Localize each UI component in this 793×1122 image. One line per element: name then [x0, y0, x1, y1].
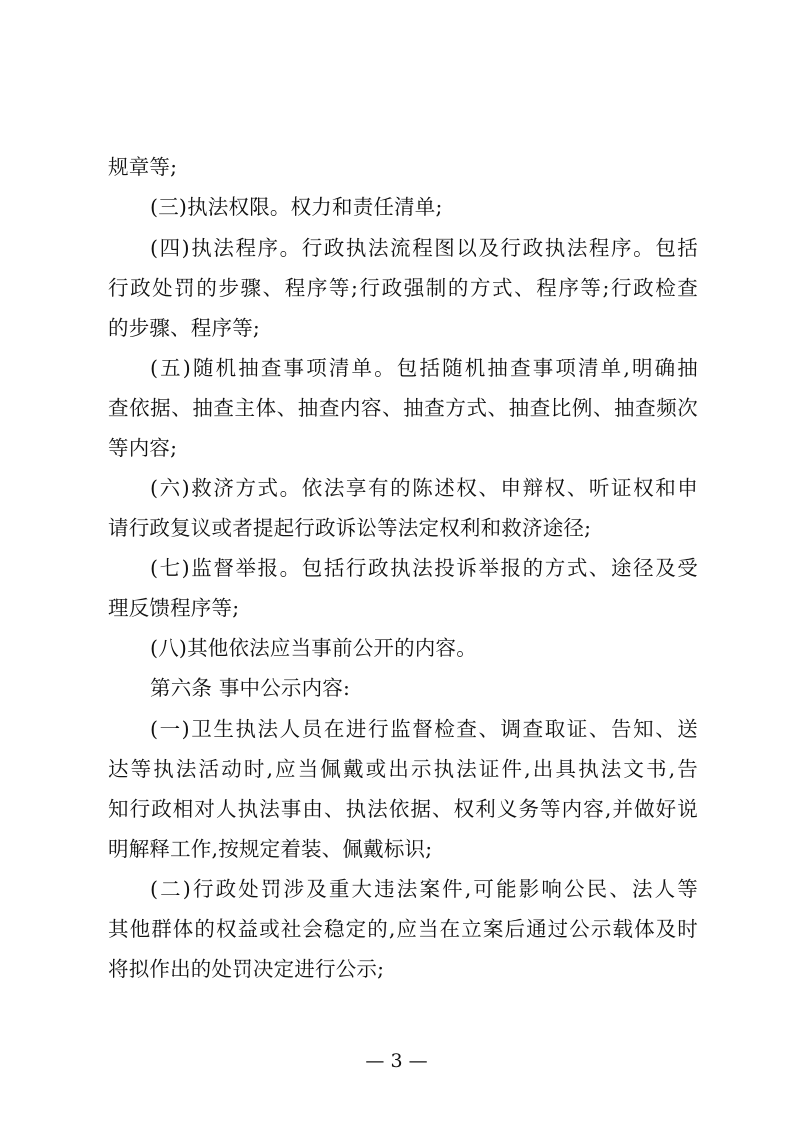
text-line: 明解释工作,按规定着装、佩戴标识;	[108, 837, 433, 861]
text-line: (六)救济方式。依法享有的陈述权、申辩权、听证权和申	[150, 476, 698, 500]
text-line: (三)执法权限。权力和责任清单;	[150, 195, 443, 219]
text-line: 知行政相对人执法事由、执法依据、权利义务等内容,并做好说	[108, 797, 698, 821]
text-line: 查依据、抽查主体、抽查内容、抽查方式、抽查比例、抽查频次	[108, 396, 698, 420]
text-line: (五)随机抽查事项清单。包括随机抽查事项清单,明确抽	[150, 356, 698, 380]
text-line: (一)卫生执法人员在进行监督检查、调查取证、告知、送	[150, 717, 698, 741]
text-line: 行政处罚的步骤、程序等;行政强制的方式、程序等;行政检查	[108, 276, 698, 300]
text-line: (二)行政处罚涉及重大违法案件,可能影响公民、法人等	[150, 877, 698, 901]
text-line: 规章等;	[108, 155, 178, 179]
text-line: 其他群体的权益或社会稳定的,应当在立案后通过公示载体及时	[108, 917, 698, 941]
article-heading: 第六条 事中公示内容:	[150, 676, 351, 700]
text-line: (四)执法程序。行政执法流程图以及行政执法程序。包括	[150, 236, 698, 260]
page-number: — 3 —	[365, 1050, 428, 1072]
text-line: 的步骤、程序等;	[108, 316, 261, 340]
text-line: 将拟作出的处罚决定进行公示;	[108, 957, 385, 981]
text-line: (八)其他依法应当事前公开的内容。	[150, 636, 477, 660]
text-line: (七)监督举报。包括行政执法投诉举报的方式、途径及受	[150, 556, 698, 580]
text-line: 请行政复议或者提起行政诉讼等法定权利和救济途径;	[108, 516, 592, 540]
text-line: 理反馈程序等;	[108, 596, 240, 620]
text-line: 达等执法活动时,应当佩戴或出示执法证件,出具执法文书,告	[108, 757, 698, 781]
text-line: 等内容;	[108, 436, 178, 460]
